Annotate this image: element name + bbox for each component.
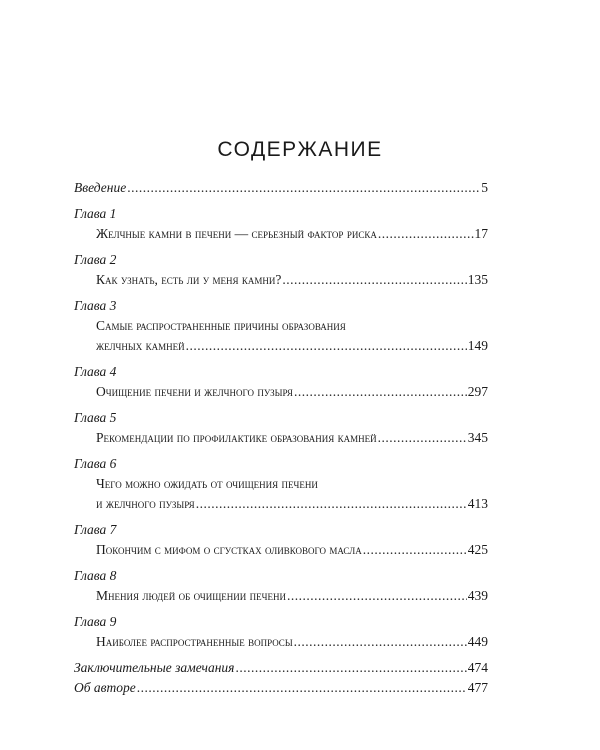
toc-entry-line <box>74 224 488 244</box>
chapter-4 <box>74 362 488 402</box>
chapter-title: Мнения людей об очищении печени <box>96 588 287 603</box>
chapter-label: Глава 1 <box>74 206 117 221</box>
dot-leader <box>378 428 467 448</box>
chapter-title-continued: желчных камней <box>96 338 185 353</box>
chapter-title: Самые распространенные причины образования <box>96 318 346 333</box>
dot-leader <box>378 224 474 244</box>
toc-entry-line <box>74 382 488 402</box>
toc-page-number: 149 <box>467 338 488 353</box>
toc-entry-closing <box>74 658 488 678</box>
toc-entry-line <box>74 540 488 560</box>
chapter-3 <box>74 296 488 356</box>
dot-leader <box>127 178 480 198</box>
toc-entry-line <box>74 494 488 514</box>
chapter-title: Покончим с мифом о сгустках оливкового масла <box>96 542 362 557</box>
chapter-2 <box>74 250 488 290</box>
chapter-6 <box>74 454 488 514</box>
toc-entry-line <box>74 474 488 494</box>
dot-leader <box>287 586 467 606</box>
dot-leader <box>196 494 467 514</box>
toc-page-number: 477 <box>467 680 488 695</box>
chapter-title: Рекомендации по профилактике образования камней <box>96 430 377 445</box>
chapter-title: Наиболее распространенные вопросы <box>96 634 293 649</box>
toc-page-number: 17 <box>474 226 488 241</box>
toc-page-number: 297 <box>467 384 488 399</box>
chapter-label: Глава 5 <box>74 410 117 425</box>
toc-title: СОДЕРЖАНИЕ <box>217 138 383 161</box>
toc-entry-label: Заключительные замечания <box>74 660 235 675</box>
toc-page-number: 439 <box>467 588 488 603</box>
chapter-title-continued: и желчного пузыря <box>96 496 195 511</box>
dot-leader <box>186 336 467 356</box>
chapter-title: Как узнать, есть ли у меня камни? <box>96 272 282 287</box>
toc-entry-line <box>74 316 488 336</box>
toc-page-number: 474 <box>467 660 488 675</box>
chapter-7 <box>74 520 488 560</box>
chapter-label: Глава 4 <box>74 364 117 379</box>
chapter-8 <box>74 566 488 606</box>
toc-page-number: 135 <box>467 272 488 287</box>
chapter-5 <box>74 408 488 448</box>
toc-entry-label: Об авторе <box>74 680 136 695</box>
toc-entry-line <box>74 586 488 606</box>
toc-entry-line <box>74 270 488 290</box>
toc-entry-line <box>74 336 488 356</box>
chapter-label: Глава 3 <box>74 298 117 313</box>
dot-leader <box>294 382 467 402</box>
chapter-9 <box>74 612 488 652</box>
chapter-label: Глава 2 <box>74 252 117 267</box>
dot-leader <box>363 540 467 560</box>
toc-page-number: 449 <box>467 634 488 649</box>
chapter-label: Глава 9 <box>74 614 117 629</box>
chapter-title: Чего можно ожидать от очищения печени <box>96 476 318 491</box>
chapter-label: Глава 7 <box>74 522 117 537</box>
toc-entry-intro <box>74 178 488 198</box>
chapter-1 <box>74 204 488 244</box>
toc-page-number: 413 <box>467 496 488 511</box>
chapter-title: Желчные камни в печени — серьезный фактор риска <box>96 226 377 241</box>
toc-page-number: 425 <box>467 542 488 557</box>
chapter-title: Очищение печени и желчного пузыря <box>96 384 293 399</box>
chapter-label: Глава 6 <box>74 456 117 471</box>
toc-entry-line <box>74 428 488 448</box>
dot-leader <box>137 678 467 698</box>
table-of-contents <box>74 178 488 698</box>
toc-entry-line <box>74 632 488 652</box>
dot-leader <box>294 632 467 652</box>
toc-entry-about <box>74 678 488 698</box>
chapter-label: Глава 8 <box>74 568 117 583</box>
toc-page-number: 5 <box>481 180 488 195</box>
dot-leader <box>282 270 466 290</box>
dot-leader <box>235 658 466 678</box>
toc-entry-label: Введение <box>74 180 127 195</box>
toc-page-number: 345 <box>467 430 488 445</box>
